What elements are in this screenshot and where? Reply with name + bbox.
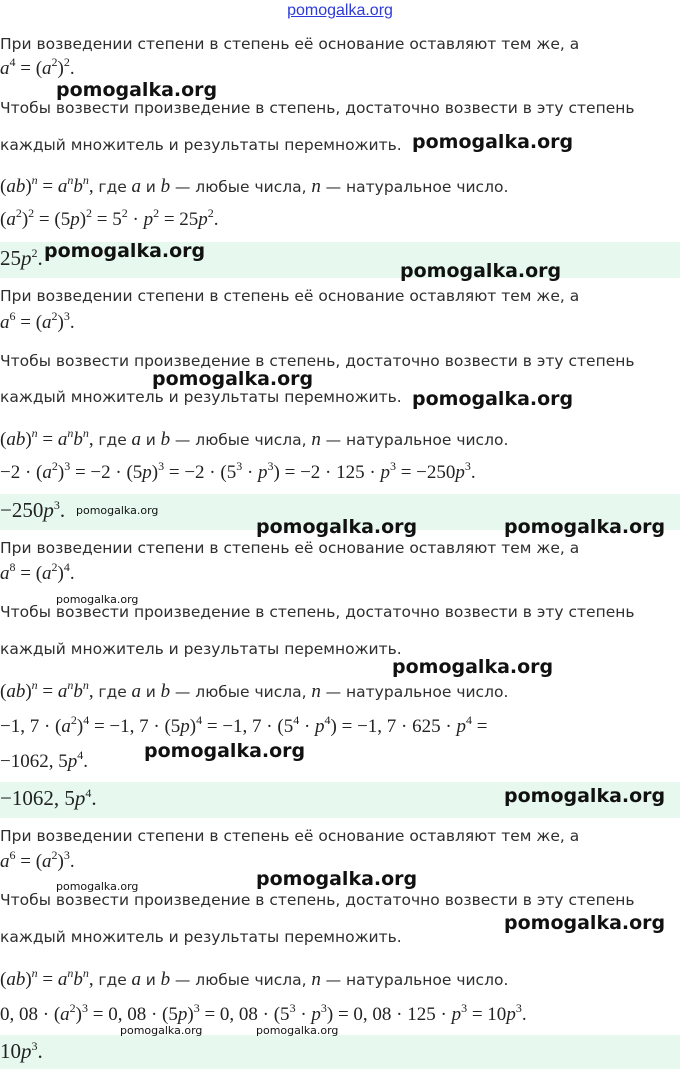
watermark: pomogalka.org [152,368,314,390]
rule-power-text: При возведении степени в степень её основание оставляют тем же, а [0,287,580,305]
product-power-formula: $(ab)^n = a^nb^n$, где a и b — любые числа, n — натуральное число. [0,173,509,197]
answer-value: $25p^2$. [0,246,43,270]
watermark: pomogalka.org [76,504,159,517]
product-power-formula: $(ab)^n = a^nb^n$, где a и b — любые числа, n — натуральное число. [0,678,509,702]
watermark: pomogalka.org [504,785,666,807]
watermark: pomogalka.org [120,1024,203,1037]
watermark: pomogalka.org [504,912,666,934]
rule-product-text: каждый множитель и результаты перемножить. [0,928,402,946]
answer-value: −1062, $5p^4$. [0,786,97,810]
rule-product-text: каждый множитель и результаты перемножить. [0,388,402,406]
watermark: pomogalka.org [256,868,418,890]
power-formula: $a^8 = (a^2)^4$. [0,560,75,584]
rule-power-text: При возведении степени в степень её основание оставляют тем же, а [0,35,580,53]
rule-product-text: Чтобы возвести произведение в степень, достаточно возвести в эту степень [0,352,635,370]
watermark: pomogalka.org [56,880,139,893]
product-power-formula: $(ab)^n = a^nb^n$, где a и b — любые числа, n — натуральное число. [0,426,509,450]
watermark: pomogalka.org [412,388,574,410]
rule-product-text: каждый множитель и результаты перемножить. [0,640,402,658]
watermark: pomogalka.org [504,516,666,538]
solution-line: −1, $7 \cdot (a^2)^4 = -1$, $7 \cdot (5p)^4 = -1$, $7 \cdot (5^4 \cdot p^4) = -1$, $7 \cdot 625 \cdot p^4$ = [0,713,488,737]
solution-line: $-2 \cdot (a^2)^3 = -2 \cdot (5p)^3 = -2 \cdot (5^3 \cdot p^3) = -2 \cdot 125 \cdot p^3 = -250p^3$. [0,459,476,483]
rule-product-text: Чтобы возвести произведение в степень, достаточно возвести в эту степень [0,99,635,117]
rule-power-text: При возведении степени в степень её основание оставляют тем же, а [0,539,580,557]
watermark: pomogalka.org [44,240,206,262]
rule-product-text: Чтобы возвести произведение в степень, достаточно возвести в эту степень [0,603,635,621]
solution-line: $(a^2)^2 = (5p)^2 = 5^2 \cdot p^2 = 25p^2$. [0,206,219,230]
answer-value: $-250p^3$. [0,498,66,522]
watermark: pomogalka.org [256,516,418,538]
answer-box [0,1035,680,1069]
power-formula: $a^6 = (a^2)^3$. [0,848,75,872]
watermark: pomogalka.org [412,131,574,153]
rule-product-text: Чтобы возвести произведение в степень, достаточно возвести в эту степень [0,891,635,909]
top-watermark-link[interactable]: pomogalka.org [287,2,393,19]
power-formula: $a^6 = (a^2)^3$. [0,309,75,333]
watermark: pomogalka.org [144,740,306,762]
solution-line: −1062, $5p^4$. [0,748,88,772]
watermark: pomogalka.org [392,656,554,678]
product-power-formula: $(ab)^n = a^nb^n$, где a и b — любые числа, n — натуральное число. [0,966,509,990]
watermark: pomogalka.org [56,79,218,101]
watermark: pomogalka.org [400,260,562,282]
watermark: pomogalka.org [256,1024,339,1037]
watermark: pomogalka.org [56,593,139,606]
answer-value: $10p^3$. [0,1039,43,1063]
solution-line: 0, $08 \cdot (a^2)^3 = 0$, $08 \cdot (5p)^3 = 0$, $08 \cdot (5^3 \cdot p^3) = 0$, $08 \cdot 125 \cdot p^3 = 10p^3$. [0,1001,527,1025]
power-formula: $a^4 = (a^2)^2$. [0,55,75,79]
rule-power-text: При возведении степени в степень её основание оставляют тем же, а [0,827,580,845]
rule-product-text: каждый множитель и результаты перемножить. [0,136,402,154]
